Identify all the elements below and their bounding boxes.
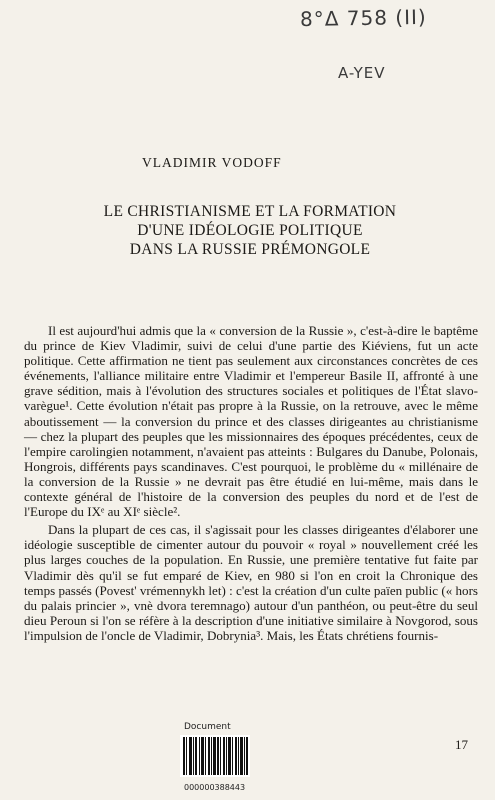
paragraph: Il est aujourd'hui admis que la « conversion de la Russie », c'est-à-dire le baptême du prince de Kiev Vladimir, suivi de celui d'une partie des Kiéviens, fut un acte politique. Cette affirmation ne tient pas seulement aux circonstances concrètes de ces événements, l'alliance militaire entre Vladimir et l'empereur Basile II, affronté à une grave sédition, mais à l'évolution des structures sociales et politiques de l'État slavo-varègue¹. Cette évolution n'était pas propre à la Russie, on la retrouve, avec le même aboutissement — la conversion du prince et des classes dirigeantes au christianisme — chez la plupart des peuples que les missionnaires des époques précédentes, ceux de l'empire carolingien notamment, n'avaient pas atteints : Bulgares du Danube, Polonais, Hongrois, différents pays scandinaves. C'est pourquoi, le problème du « millénaire de la conversion de la Russie » ne devrait pas être étudié en lui-même, mais dans le contexte général de l'histoire de la conversion des peuples du nord et de l'est de l'Europe du IXᵉ au XIᵉ siècle². <box>24 323 478 520</box>
author-name: VLADIMIR VODOFF <box>142 155 282 170</box>
page-number: 17 <box>455 737 468 752</box>
title-line: LE CHRISTIANISME ET LA FORMATION <box>103 203 397 220</box>
stamp-number: 000000388443 <box>184 783 246 792</box>
article-body <box>24 323 478 643</box>
title-line: DANS LA RUSSIE PRÉMONGOLE <box>129 241 371 258</box>
library-barcode-stamp <box>180 722 250 792</box>
handwritten-shelfmark: 8°Δ 758 (II) <box>299 4 427 32</box>
title-line: D'UNE IDÉOLOGIE POLITIQUE <box>137 222 363 239</box>
handwritten-code: A-YEV <box>338 64 386 82</box>
stamp-label: Document <box>184 722 231 732</box>
article-title <box>20 202 480 259</box>
barcode-icon <box>180 735 250 777</box>
paragraph: Dans la plupart de ces cas, il s'agissait pour les classes dirigeantes d'élaborer une idéologie susceptible de cimenter autour du pouvoir « royal » nouvellement créé les plus larges couches de la population. En Russie, une première tentative fut faite par Vladimir dès qu'il se fut emparé de Kiev, en 980 si l'on en croit la Chronique des temps passés (Povest' vrémennykh let) : c'est la création d'un culte païen public (« hors du palais princier », vnè dvora teremnago) autour d'un panthéon, ou peut-être du seul dieu Peroun si l'on se réfère à la description d'une initiative similaire à Novgorod, sous l'impulsion de l'oncle de Vladimir, Dobrynia³. Mais, les États chrétiens fournis- <box>24 522 478 643</box>
